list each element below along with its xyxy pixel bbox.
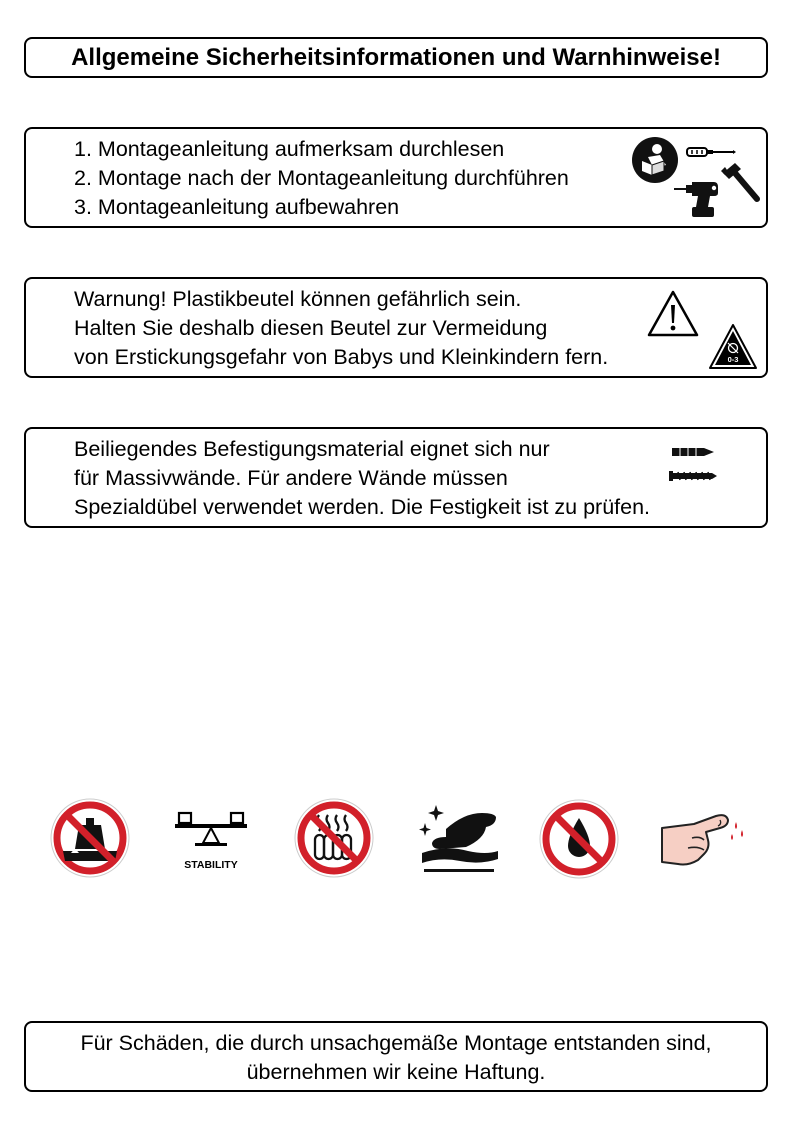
assembly-instructions-box [24, 127, 768, 228]
no-heavy-load-icon [49, 797, 131, 879]
no-heat-source-icon [293, 797, 375, 879]
hammer-icon [719, 161, 761, 208]
disclaimer-line: Für Schäden, die durch unsachgemäße Montage entstanden sind, [80, 1031, 712, 1055]
fixing-line: Spezialdübel verwendet werden. Die Festigkeit ist zu prüfen. [74, 495, 651, 519]
sharp-edges-icon [658, 810, 754, 870]
page-title: Allgemeine Sicherheitsinformationen und Warnhinweise! [71, 44, 721, 71]
warning-line: Halten Sie deshalb diesen Beutel zur Vermeidung [74, 316, 548, 340]
assembly-line: 3. Montageanleitung aufbewahren [74, 195, 400, 219]
fixing-material-note [74, 435, 650, 522]
age-label: 0-3 [727, 355, 739, 364]
fixing-material-box [24, 427, 768, 528]
liability-disclaimer [26, 1029, 766, 1087]
stability-icon [173, 809, 249, 875]
drill-icon [674, 179, 720, 224]
warning-line: von Erstickungsgefahr von Babys und Kleinkindern fern. [74, 345, 609, 369]
title-box [24, 37, 768, 78]
plastic-bag-warning [74, 285, 608, 372]
assembly-line: 1. Montageanleitung aufmerksam durchlesen [74, 137, 505, 161]
age-0-3-warning-icon [708, 323, 758, 376]
warning-triangle-icon [646, 289, 700, 344]
read-manual-icon [630, 135, 680, 190]
clean-with-soft-cloth-icon [416, 803, 500, 877]
warning-line: Warnung! Plastikbeutel können gefährlich sein. [74, 287, 522, 311]
plastic-bag-warning-box [24, 277, 768, 378]
fixing-line: für Massivwände. Für andere Wände müssen [74, 466, 508, 490]
fixing-line: Beiliegendes Befestigungsmaterial eignet sich nur [74, 437, 550, 461]
wall-plug-icon [670, 445, 716, 463]
screw-icon [668, 469, 718, 487]
no-water-icon [538, 798, 620, 880]
stability-label: STABILITY [184, 859, 238, 871]
assembly-instructions [74, 135, 569, 222]
assembly-line: 2. Montage nach der Montageanleitung durchführen [74, 166, 569, 190]
disclaimer-line: übernehmen wir keine Haftung. [246, 1060, 546, 1084]
liability-disclaimer-box [24, 1021, 768, 1092]
